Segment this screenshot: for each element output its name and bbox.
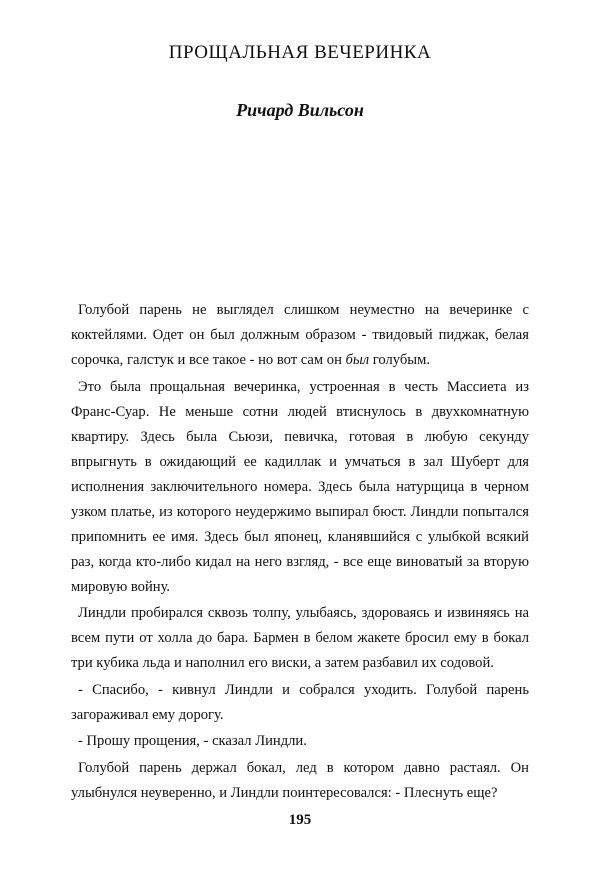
paragraph-1-text-start: Голубой парень не выглядел слишком неуместно на вечеринке с коктейлями. Одет он был должным образом - твидовый пиджак, белая сорочка, галстук и все такое - но вот сам он xyxy=(71,302,529,368)
paragraph-6: Голубой парень держал бокал, лед в котором давно растаял. Он улыбнулся неуверенно, и Линдли поинтересовался: - Плеснуть еще? xyxy=(71,759,529,801)
paragraph-5-dialogue: - Прошу прощения, - сказал Линдли. xyxy=(78,733,307,749)
paragraph-3: Линдли пробирался сквозь толпу, улыбаясь, здороваясь и извиняясь на всем пути от холла до бара. Бармен в белом жакете бросил ему в бокал три кубика льда и наполнил его виски, а затем разбавил их содовой. xyxy=(71,605,529,671)
story-body xyxy=(71,298,529,806)
paragraph-1 xyxy=(71,298,529,373)
emphasized-word: был xyxy=(345,352,370,368)
paragraph-4-dialogue: - Спасибо, - кивнул Линдли и собрался уходить. Голубой парень загораживал ему дорогу. xyxy=(71,681,529,723)
story-title: ПРОЩАЛЬНАЯ ВЕЧЕРИНКА xyxy=(168,42,432,63)
paragraph-2: Это была прощальная вечеринка, устроенная в честь Массиета из Франс-Суар. Не меньше сотни людей втиснулось в двухкомнатную квартиру. Здесь была Сьюзи, певичка, готовая в любую секунду впрыгнуть в ожидающий ее кадиллак и умчаться в зал Шуберт для исполнения заключительного номера. Здесь была натурщица в черном узком платье, из которого неудержимо выпирал бюст. Линдли попытался припомнить ее имя. Здесь был японец, кланявшийся с улыбкой всякий раз, когда кто-либо кидал на него взгляд, - все еще виноватый за вторую мировую войну. xyxy=(71,378,529,595)
page-number: 195 xyxy=(288,812,312,828)
author-name: Ричард Вильсон xyxy=(236,100,364,120)
paragraph-1-text-end: голубым. xyxy=(369,352,431,368)
